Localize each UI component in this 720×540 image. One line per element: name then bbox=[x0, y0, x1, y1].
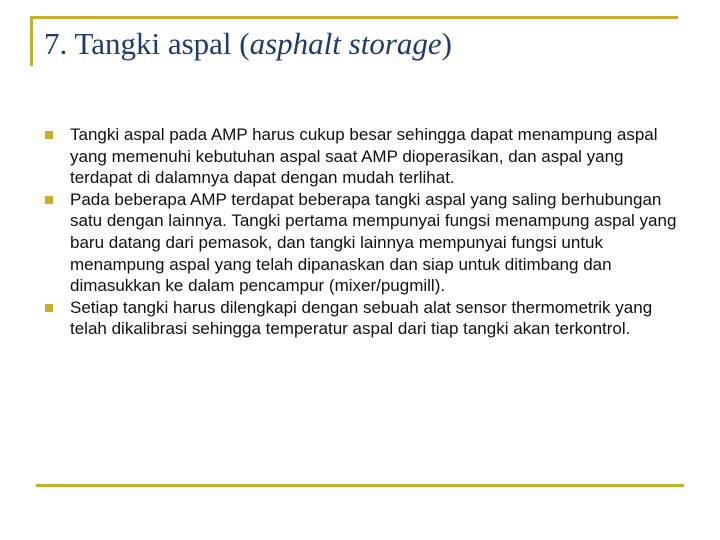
frame-left-rule bbox=[30, 16, 33, 66]
frame-top-rule bbox=[30, 16, 678, 19]
frame-bottom-rule bbox=[36, 484, 684, 487]
bullet-item bbox=[44, 189, 684, 297]
slide-title-italic: asphalt storage bbox=[249, 26, 442, 61]
bullet-item bbox=[44, 124, 684, 189]
bullet-text: Setiap tangki harus dilengkapi dengan sebuah alat sensor thermometrik yang telah dikalibrasi sehingga temperatur aspal dari tiap tangki akan terkontrol. bbox=[70, 297, 653, 339]
slide-title-prefix: 7. Tangki aspal ( bbox=[44, 26, 250, 61]
slide-title bbox=[44, 26, 452, 62]
bullet-text: Pada beberapa AMP terdapat beberapa tangki aspal yang saling berhubungan satu dengan lainnya. Tangki pertama mempunyai fungsi menampung aspal yang baru datang dari pemasok, dan tangki lainnya mempunyai fungsi untuk menampung aspal yang telah dipanaskan dan siap untuk ditimbang dan dimasukkan ke dalam pencampur (mixer/pugmill). bbox=[70, 189, 677, 296]
bullet-text: Tangki aspal pada AMP harus cukup besar sehingga dapat menampung aspal yang memenuhi kebutuhan aspal saat AMP dioperasikan, dan aspal yang terdapat di dalamnya dapat dengan mudah terlihat. bbox=[70, 125, 658, 188]
square-bullet-icon bbox=[45, 131, 53, 139]
square-bullet-icon bbox=[45, 196, 53, 204]
square-bullet-icon bbox=[45, 304, 53, 312]
bullet-list bbox=[44, 124, 684, 340]
slide-title-suffix: ) bbox=[441, 26, 452, 61]
bullet-item bbox=[44, 297, 684, 340]
